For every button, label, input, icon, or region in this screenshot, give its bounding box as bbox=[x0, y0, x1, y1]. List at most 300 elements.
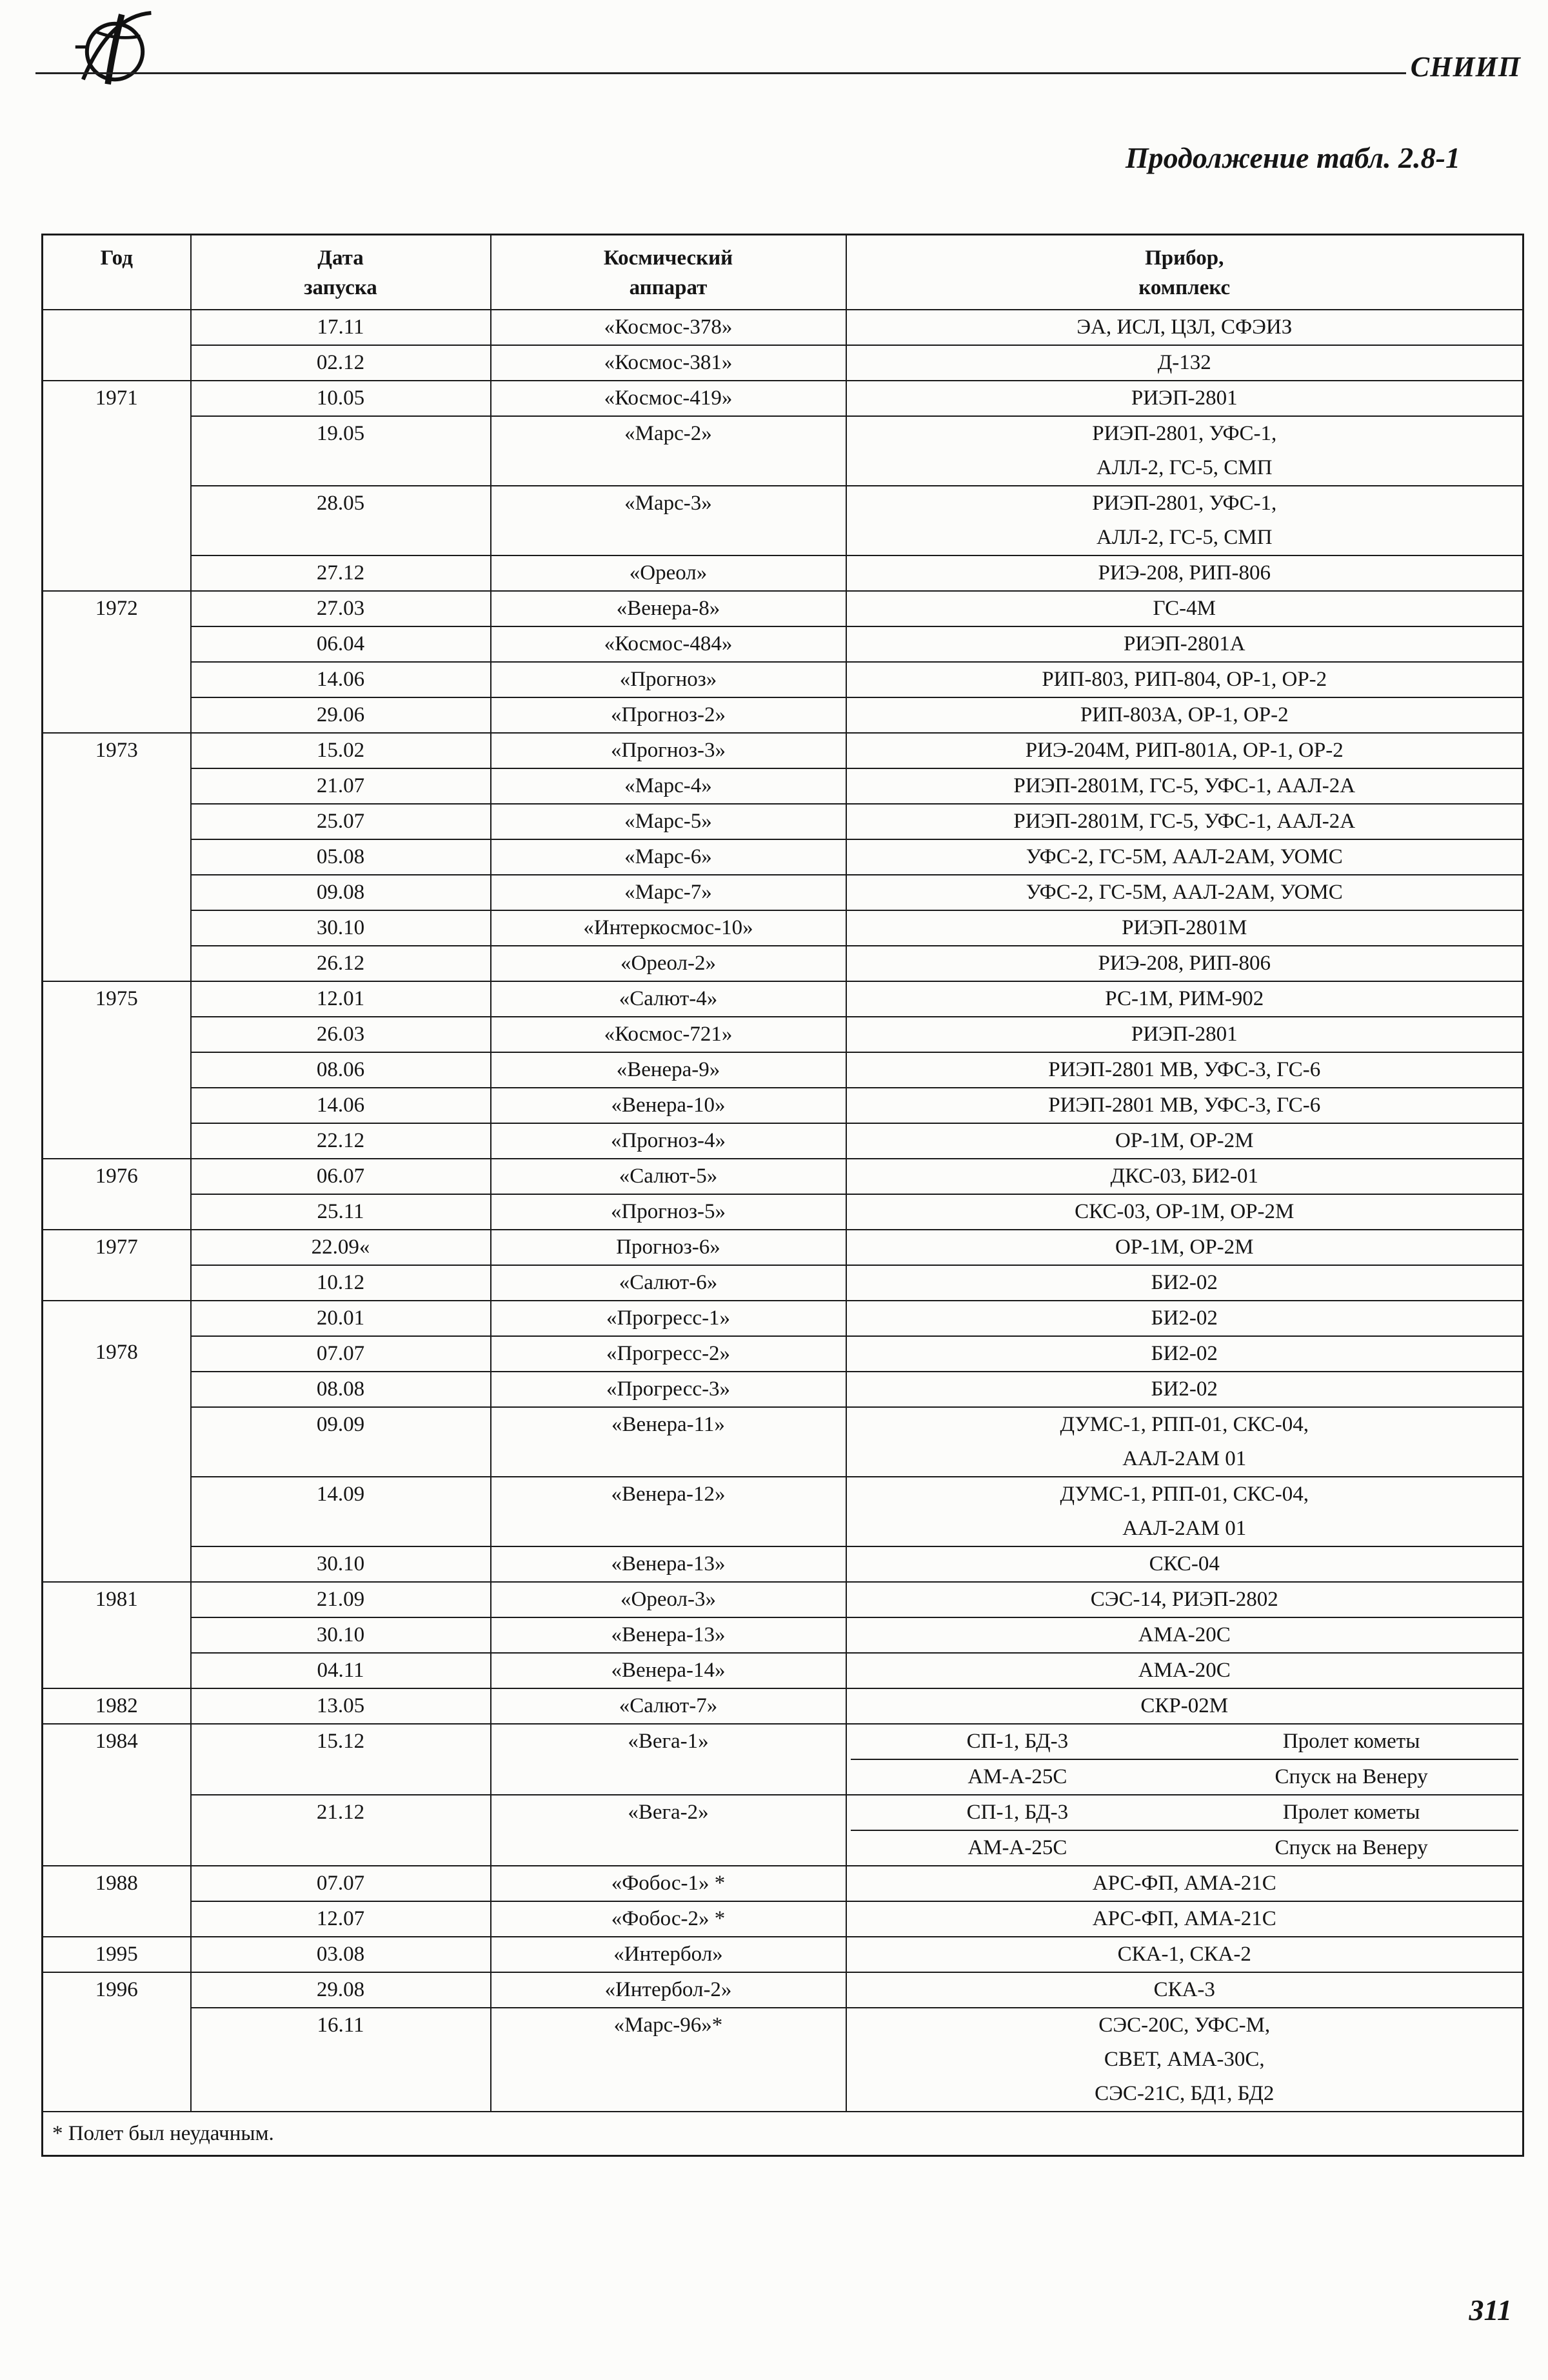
table-row bbox=[43, 1265, 1523, 1301]
craft-cell bbox=[491, 1194, 846, 1230]
spacecraft-name: «Салют-4» bbox=[619, 987, 718, 1010]
date-cell bbox=[191, 1688, 491, 1724]
date-cell bbox=[191, 1546, 491, 1582]
table-row bbox=[43, 733, 1523, 768]
col-header-line: Год bbox=[100, 246, 133, 270]
col-header-line: запуска bbox=[304, 276, 377, 299]
year-cell bbox=[43, 981, 191, 1159]
spacecraft-name: «Космос-381» bbox=[604, 351, 733, 374]
instruments-cell bbox=[846, 1546, 1523, 1582]
date-cell bbox=[191, 1017, 491, 1052]
instruments-cell bbox=[846, 2008, 1523, 2112]
spacecraft-name: «Ореол» bbox=[629, 561, 708, 585]
year-cell bbox=[43, 1724, 191, 1866]
launch-table-head bbox=[43, 235, 1523, 310]
year-cell bbox=[43, 1937, 191, 1972]
instrument-name: АМ-А-25С bbox=[968, 1765, 1067, 1788]
table-row bbox=[43, 345, 1523, 381]
instrument-line: ОР-1М, ОР-2М bbox=[1115, 1235, 1254, 1259]
date-cell bbox=[191, 1972, 491, 2008]
craft-cell bbox=[491, 1052, 846, 1088]
spacecraft-name: «Ореол-3» bbox=[620, 1588, 716, 1611]
table-row bbox=[43, 626, 1523, 662]
year-label: 1976 bbox=[95, 1165, 138, 1188]
instrument-line: РИП-803А, ОР-1, ОР-2 bbox=[1080, 703, 1289, 726]
year-cell bbox=[43, 1582, 191, 1688]
launch-date: 02.12 bbox=[316, 351, 365, 374]
col-header-line: Прибор, bbox=[1145, 246, 1224, 270]
craft-cell bbox=[491, 555, 846, 591]
instrument-line: СКА-3 bbox=[1153, 1978, 1215, 2001]
craft-cell bbox=[491, 1123, 846, 1159]
instruments-cell bbox=[846, 1724, 1523, 1795]
launch-date: 12.07 bbox=[316, 1907, 365, 1930]
craft-cell bbox=[491, 310, 846, 345]
craft-cell bbox=[491, 946, 846, 981]
craft-cell bbox=[491, 1688, 846, 1724]
year-cell bbox=[43, 310, 191, 381]
instrument-line: БИ2-02 bbox=[1151, 1377, 1218, 1401]
instruments-cell bbox=[846, 1582, 1523, 1617]
table-row bbox=[43, 1937, 1523, 1972]
craft-cell bbox=[491, 768, 846, 804]
col-header-line: Космический bbox=[603, 246, 733, 270]
instrument-name: АМ-А-25С bbox=[968, 1836, 1067, 1859]
launch-table bbox=[41, 234, 1524, 2157]
table-row bbox=[43, 1546, 1523, 1582]
craft-cell bbox=[491, 1159, 846, 1194]
date-cell bbox=[191, 981, 491, 1017]
spacecraft-name: «Салют-7» bbox=[619, 1694, 718, 1717]
instruments-cell bbox=[846, 1795, 1523, 1866]
footnote: * Полет был неудачным. bbox=[43, 2112, 1523, 2156]
year-cell bbox=[43, 733, 191, 981]
date-cell bbox=[191, 1336, 491, 1372]
col-header-year bbox=[43, 235, 191, 310]
footnote-row bbox=[43, 2112, 1523, 2156]
col-header-line: комплекс bbox=[1138, 276, 1231, 299]
table-row bbox=[43, 697, 1523, 733]
craft-cell bbox=[491, 733, 846, 768]
instruments-cell bbox=[846, 981, 1523, 1017]
launch-date: 26.12 bbox=[316, 952, 365, 975]
instrument-name: СП-1, БД-3 bbox=[966, 1730, 1069, 1753]
year-cell bbox=[43, 1230, 191, 1301]
launch-date: 22.12 bbox=[316, 1129, 365, 1152]
instrument-line: РИЭП-2801М, ГС-5, УФС-1, ААЛ-2А bbox=[1013, 774, 1356, 797]
header-rule bbox=[35, 72, 1406, 74]
instrument-line: РИЭП-2801 МВ, УФС-3, ГС-6 bbox=[1048, 1094, 1321, 1117]
craft-cell bbox=[491, 1546, 846, 1582]
date-cell bbox=[191, 591, 491, 626]
instrument-purpose: Спуск на Венеру bbox=[1275, 1765, 1428, 1788]
instruments-cell bbox=[846, 910, 1523, 946]
date-cell bbox=[191, 1582, 491, 1617]
spacecraft-name: «Марс-2» bbox=[624, 422, 712, 445]
craft-cell bbox=[491, 1653, 846, 1688]
instrument-line: РИЭП-2801, УФС-1, bbox=[1092, 422, 1277, 445]
spacecraft-name: «Прогноз-5» bbox=[610, 1200, 726, 1223]
instruments-cell bbox=[846, 1194, 1523, 1230]
date-cell bbox=[191, 875, 491, 910]
instrument-line: СЭС-21С, БД1, БД2 bbox=[1095, 2082, 1275, 2105]
year-label: 1972 bbox=[95, 597, 138, 620]
table-row bbox=[43, 555, 1523, 591]
table-row bbox=[43, 416, 1523, 486]
date-cell bbox=[191, 697, 491, 733]
craft-cell bbox=[491, 662, 846, 697]
table-row bbox=[43, 1795, 1523, 1866]
instrument-line: АРС-ФП, АМА-21С bbox=[1092, 1907, 1276, 1930]
instrument-line: РИЭП-2801М bbox=[1122, 916, 1247, 939]
spacecraft-name: «Венера-14» bbox=[611, 1659, 726, 1682]
instruments-cell bbox=[846, 345, 1523, 381]
year-cell bbox=[43, 1866, 191, 1937]
table-row bbox=[43, 768, 1523, 804]
running-head: СНИИП bbox=[1410, 51, 1521, 83]
spacecraft-name: «Марс-5» bbox=[624, 810, 712, 833]
instrument-line: ААЛ-2АМ 01 bbox=[1122, 1447, 1247, 1470]
date-cell bbox=[191, 486, 491, 555]
launch-date: 14.09 bbox=[316, 1483, 365, 1506]
date-cell bbox=[191, 1937, 491, 1972]
launch-table-body bbox=[43, 310, 1523, 2112]
table-row bbox=[43, 1653, 1523, 1688]
launch-date: 25.11 bbox=[317, 1200, 364, 1223]
publisher-logo-icon bbox=[72, 5, 157, 90]
craft-cell bbox=[491, 804, 846, 839]
instrument-line: РИЭ-208, РИП-806 bbox=[1098, 952, 1271, 975]
spacecraft-name: «Интеркосмос-10» bbox=[583, 916, 753, 939]
table-row bbox=[43, 875, 1523, 910]
craft-cell bbox=[491, 1617, 846, 1653]
instrument-line: ГС-4М bbox=[1153, 597, 1216, 620]
date-cell bbox=[191, 310, 491, 345]
spacecraft-name: «Вега-1» bbox=[628, 1730, 709, 1753]
instrument-line: РИЭП-2801 bbox=[1131, 386, 1238, 410]
year-label: 1971 bbox=[95, 386, 138, 410]
launch-date: 12.01 bbox=[316, 987, 365, 1010]
date-cell bbox=[191, 1265, 491, 1301]
spacecraft-name: «Космос-419» bbox=[604, 386, 733, 410]
instruments-cell bbox=[846, 1265, 1523, 1301]
date-cell bbox=[191, 1653, 491, 1688]
instrument-line: СКС-04 bbox=[1149, 1552, 1220, 1575]
year-cell bbox=[43, 591, 191, 733]
launch-date: 10.12 bbox=[316, 1271, 365, 1294]
instruments-cell bbox=[846, 662, 1523, 697]
craft-cell bbox=[491, 591, 846, 626]
date-cell bbox=[191, 946, 491, 981]
year-cell bbox=[43, 1159, 191, 1230]
table-row bbox=[43, 1123, 1523, 1159]
table-row bbox=[43, 591, 1523, 626]
craft-cell bbox=[491, 1017, 846, 1052]
launch-date: 17.11 bbox=[317, 315, 364, 339]
col-header-craft bbox=[491, 235, 846, 310]
launch-date: 04.11 bbox=[317, 1659, 364, 1682]
spacecraft-name: «Космос-378» bbox=[604, 315, 733, 339]
instrument-subrow bbox=[851, 1725, 1519, 1759]
launch-date: 08.06 bbox=[316, 1058, 365, 1081]
instruments-cell bbox=[846, 1937, 1523, 1972]
spacecraft-name: «Интербол» bbox=[613, 1943, 723, 1966]
instrument-line: УФС-2, ГС-5М, ААЛ-2АМ, УОМС bbox=[1026, 845, 1343, 868]
date-cell bbox=[191, 1407, 491, 1477]
launch-date: 27.03 bbox=[316, 597, 365, 620]
date-cell bbox=[191, 733, 491, 768]
date-cell bbox=[191, 1301, 491, 1336]
instrument-line: АЛЛ-2, ГС-5, СМП bbox=[1096, 456, 1273, 479]
spacecraft-name: Прогноз-6» bbox=[616, 1235, 720, 1259]
date-cell bbox=[191, 345, 491, 381]
spacecraft-name: «Прогноз» bbox=[619, 668, 717, 691]
instrument-line: РИЭП-2801А bbox=[1123, 632, 1245, 655]
instruments-cell bbox=[846, 733, 1523, 768]
date-cell bbox=[191, 1617, 491, 1653]
table-row bbox=[43, 1052, 1523, 1088]
instrument-subrow bbox=[851, 1759, 1519, 1794]
date-cell bbox=[191, 768, 491, 804]
spacecraft-name: «Венера-8» bbox=[616, 597, 720, 620]
instrument-line: БИ2-02 bbox=[1151, 1271, 1218, 1294]
craft-cell bbox=[491, 416, 846, 486]
date-cell bbox=[191, 1866, 491, 1901]
instruments-cell bbox=[846, 697, 1523, 733]
instruments-cell bbox=[846, 1123, 1523, 1159]
instruments-cell bbox=[846, 1301, 1523, 1336]
instruments-cell bbox=[846, 1866, 1523, 1901]
spacecraft-name: «Прогресс-1» bbox=[606, 1306, 731, 1330]
spacecraft-name: «Фобос-1» * bbox=[611, 1872, 726, 1895]
craft-cell bbox=[491, 381, 846, 416]
instrument-line: СКС-03, ОР-1М, ОР-2М bbox=[1075, 1200, 1295, 1223]
table-row bbox=[43, 1301, 1523, 1336]
date-cell bbox=[191, 1230, 491, 1265]
spacecraft-name: «Прогресс-2» bbox=[606, 1342, 731, 1365]
spacecraft-name: «Интербол-2» bbox=[604, 1978, 732, 2001]
header-row bbox=[43, 235, 1523, 310]
instrument-line: СКА-1, СКА-2 bbox=[1117, 1943, 1251, 1966]
instrument-line: СЭС-20С, УФС-М, bbox=[1098, 2014, 1271, 2037]
instrument-line: РИЭ-208, РИП-806 bbox=[1098, 561, 1271, 585]
year-label: 1975 bbox=[95, 987, 138, 1010]
year-cell bbox=[43, 1972, 191, 2112]
spacecraft-name: «Венера-12» bbox=[611, 1483, 726, 1506]
instruments-cell bbox=[846, 591, 1523, 626]
spacecraft-name: «Прогноз-2» bbox=[610, 703, 726, 726]
instrument-line: ЭА, ИСЛ, ЦЗЛ, СФЭИЗ bbox=[1077, 315, 1293, 339]
table-row bbox=[43, 1724, 1523, 1795]
instrument-purpose: Пролет кометы bbox=[1282, 1801, 1420, 1824]
table-row bbox=[43, 1159, 1523, 1194]
craft-cell bbox=[491, 1230, 846, 1265]
launch-date: 06.04 bbox=[316, 632, 365, 655]
date-cell bbox=[191, 1477, 491, 1546]
year-cell bbox=[43, 381, 191, 591]
instrument-line: ОР-1М, ОР-2М bbox=[1115, 1129, 1254, 1152]
craft-cell bbox=[491, 1477, 846, 1546]
year-label: 1995 bbox=[95, 1943, 138, 1966]
instruments-cell bbox=[846, 1052, 1523, 1088]
launch-date: 03.08 bbox=[316, 1943, 365, 1966]
date-cell bbox=[191, 804, 491, 839]
instrument-line: ДУМС-1, РПП-01, СКС-04, bbox=[1060, 1483, 1309, 1506]
date-cell bbox=[191, 626, 491, 662]
launch-date: 28.05 bbox=[316, 492, 365, 515]
instrument-line: СКР-02М bbox=[1140, 1694, 1229, 1717]
launch-date: 30.10 bbox=[316, 1623, 365, 1646]
year-label: 1996 bbox=[95, 1978, 138, 2001]
table-row bbox=[43, 1407, 1523, 1477]
launch-date: 19.05 bbox=[316, 422, 365, 445]
instrument-line: СЭС-14, РИЭП-2802 bbox=[1090, 1588, 1278, 1611]
instruments-cell bbox=[846, 1972, 1523, 2008]
instrument-subrow bbox=[851, 1830, 1519, 1865]
date-cell bbox=[191, 381, 491, 416]
craft-cell bbox=[491, 1336, 846, 1372]
table-row bbox=[43, 1582, 1523, 1617]
spacecraft-name: «Салют-6» bbox=[619, 1271, 718, 1294]
spacecraft-name: «Марс-3» bbox=[624, 492, 712, 515]
table-row bbox=[43, 381, 1523, 416]
col-header-line: Дата bbox=[317, 246, 364, 270]
instrument-line: РИЭП-2801, УФС-1, bbox=[1092, 492, 1277, 515]
instruments-cell bbox=[846, 875, 1523, 910]
instrument-line: Д-132 bbox=[1157, 351, 1211, 374]
date-cell bbox=[191, 1052, 491, 1088]
instruments-cell bbox=[846, 1372, 1523, 1407]
instrument-line: РИЭП-2801 bbox=[1131, 1023, 1238, 1046]
year-label: 1984 bbox=[95, 1730, 138, 1753]
instruments-cell bbox=[846, 1477, 1523, 1546]
instrument-line: АМА-20С bbox=[1138, 1623, 1231, 1646]
instruments-cell bbox=[846, 555, 1523, 591]
instrument-line: БИ2-02 bbox=[1151, 1342, 1218, 1365]
instrument-line: РИЭ-204М, РИП-801А, ОР-1, ОР-2 bbox=[1025, 739, 1344, 762]
instruments-cell bbox=[846, 804, 1523, 839]
table-row bbox=[43, 1017, 1523, 1052]
table-row bbox=[43, 486, 1523, 555]
spacecraft-name: «Марс-96»* bbox=[613, 2014, 723, 2037]
launch-date: 25.07 bbox=[316, 810, 365, 833]
launch-date: 07.07 bbox=[316, 1872, 365, 1895]
instrument-line: ДУМС-1, РПП-01, СКС-04, bbox=[1060, 1413, 1309, 1436]
craft-cell bbox=[491, 1901, 846, 1937]
launch-date: 08.08 bbox=[316, 1377, 365, 1401]
craft-cell bbox=[491, 1972, 846, 2008]
launch-date: 30.10 bbox=[316, 916, 365, 939]
table-row bbox=[43, 1972, 1523, 2008]
craft-cell bbox=[491, 697, 846, 733]
instruments-cell bbox=[846, 486, 1523, 555]
instruments-cell bbox=[846, 1230, 1523, 1265]
year-cell bbox=[43, 1688, 191, 1724]
launch-date: 16.11 bbox=[317, 2014, 364, 2037]
page-number: 311 bbox=[1469, 2294, 1512, 2326]
instruments-cell bbox=[846, 310, 1523, 345]
launch-date: 29.08 bbox=[316, 1978, 365, 2001]
instruments-cell bbox=[846, 1688, 1523, 1724]
launch-date: 05.08 bbox=[316, 845, 365, 868]
spacecraft-name: «Ореол-2» bbox=[620, 952, 716, 975]
date-cell bbox=[191, 839, 491, 875]
table-row bbox=[43, 981, 1523, 1017]
table-row bbox=[43, 839, 1523, 875]
spacecraft-name: «Марс-6» bbox=[624, 845, 712, 868]
instruments-cell bbox=[846, 1407, 1523, 1477]
launch-date: 30.10 bbox=[316, 1552, 365, 1575]
table-row bbox=[43, 1194, 1523, 1230]
instruments-cell bbox=[846, 1159, 1523, 1194]
year-label: 1988 bbox=[95, 1872, 138, 1895]
spacecraft-name: «Прогресс-3» bbox=[606, 1377, 731, 1401]
instruments-cell bbox=[846, 1653, 1523, 1688]
table-row bbox=[43, 2008, 1523, 2112]
craft-cell bbox=[491, 2008, 846, 2112]
spacecraft-name: «Венера-11» bbox=[611, 1413, 725, 1436]
craft-cell bbox=[491, 1795, 846, 1866]
date-cell bbox=[191, 910, 491, 946]
table-row bbox=[43, 1230, 1523, 1265]
col-header-line: аппарат bbox=[629, 276, 708, 299]
instruments-cell bbox=[846, 946, 1523, 981]
instruments-cell bbox=[846, 1901, 1523, 1937]
launch-date: 26.03 bbox=[316, 1023, 365, 1046]
craft-cell bbox=[491, 1372, 846, 1407]
craft-cell bbox=[491, 875, 846, 910]
launch-date: 29.06 bbox=[316, 703, 365, 726]
instruments-cell bbox=[846, 1617, 1523, 1653]
table-row bbox=[43, 1088, 1523, 1123]
craft-cell bbox=[491, 626, 846, 662]
instrument-line: АМА-20С bbox=[1138, 1659, 1231, 1682]
craft-cell bbox=[491, 1866, 846, 1901]
launch-date: 14.06 bbox=[316, 668, 365, 691]
table-row bbox=[43, 1901, 1523, 1937]
instruments-cell bbox=[846, 839, 1523, 875]
launch-date: 27.12 bbox=[316, 561, 365, 585]
instrument-line: РИЭП-2801М, ГС-5, УФС-1, ААЛ-2А bbox=[1013, 810, 1356, 833]
date-cell bbox=[191, 1159, 491, 1194]
table-row bbox=[43, 1372, 1523, 1407]
craft-cell bbox=[491, 486, 846, 555]
table-row bbox=[43, 662, 1523, 697]
instrument-line: РИП-803, РИП-804, ОР-1, ОР-2 bbox=[1042, 668, 1327, 691]
craft-cell bbox=[491, 345, 846, 381]
date-cell bbox=[191, 1088, 491, 1123]
table-row bbox=[43, 804, 1523, 839]
date-cell bbox=[191, 1724, 491, 1795]
launch-date: 15.12 bbox=[316, 1730, 365, 1753]
spacecraft-name: «Космос-484» bbox=[604, 632, 733, 655]
launch-table-foot bbox=[43, 2112, 1523, 2156]
year-cell bbox=[43, 1301, 191, 1582]
instrument-line: СВЕТ, АМА-30С, bbox=[1104, 2048, 1265, 2071]
spacecraft-name: «Венера-9» bbox=[616, 1058, 720, 1081]
spacecraft-name: «Прогноз-3» bbox=[610, 739, 726, 762]
craft-cell bbox=[491, 1088, 846, 1123]
col-header-instruments bbox=[846, 235, 1523, 310]
date-cell bbox=[191, 555, 491, 591]
craft-cell bbox=[491, 1582, 846, 1617]
instruments-cell bbox=[846, 626, 1523, 662]
table-row bbox=[43, 946, 1523, 981]
craft-cell bbox=[491, 1265, 846, 1301]
craft-cell bbox=[491, 1301, 846, 1336]
date-cell bbox=[191, 1795, 491, 1866]
launch-date: 20.01 bbox=[316, 1306, 365, 1330]
